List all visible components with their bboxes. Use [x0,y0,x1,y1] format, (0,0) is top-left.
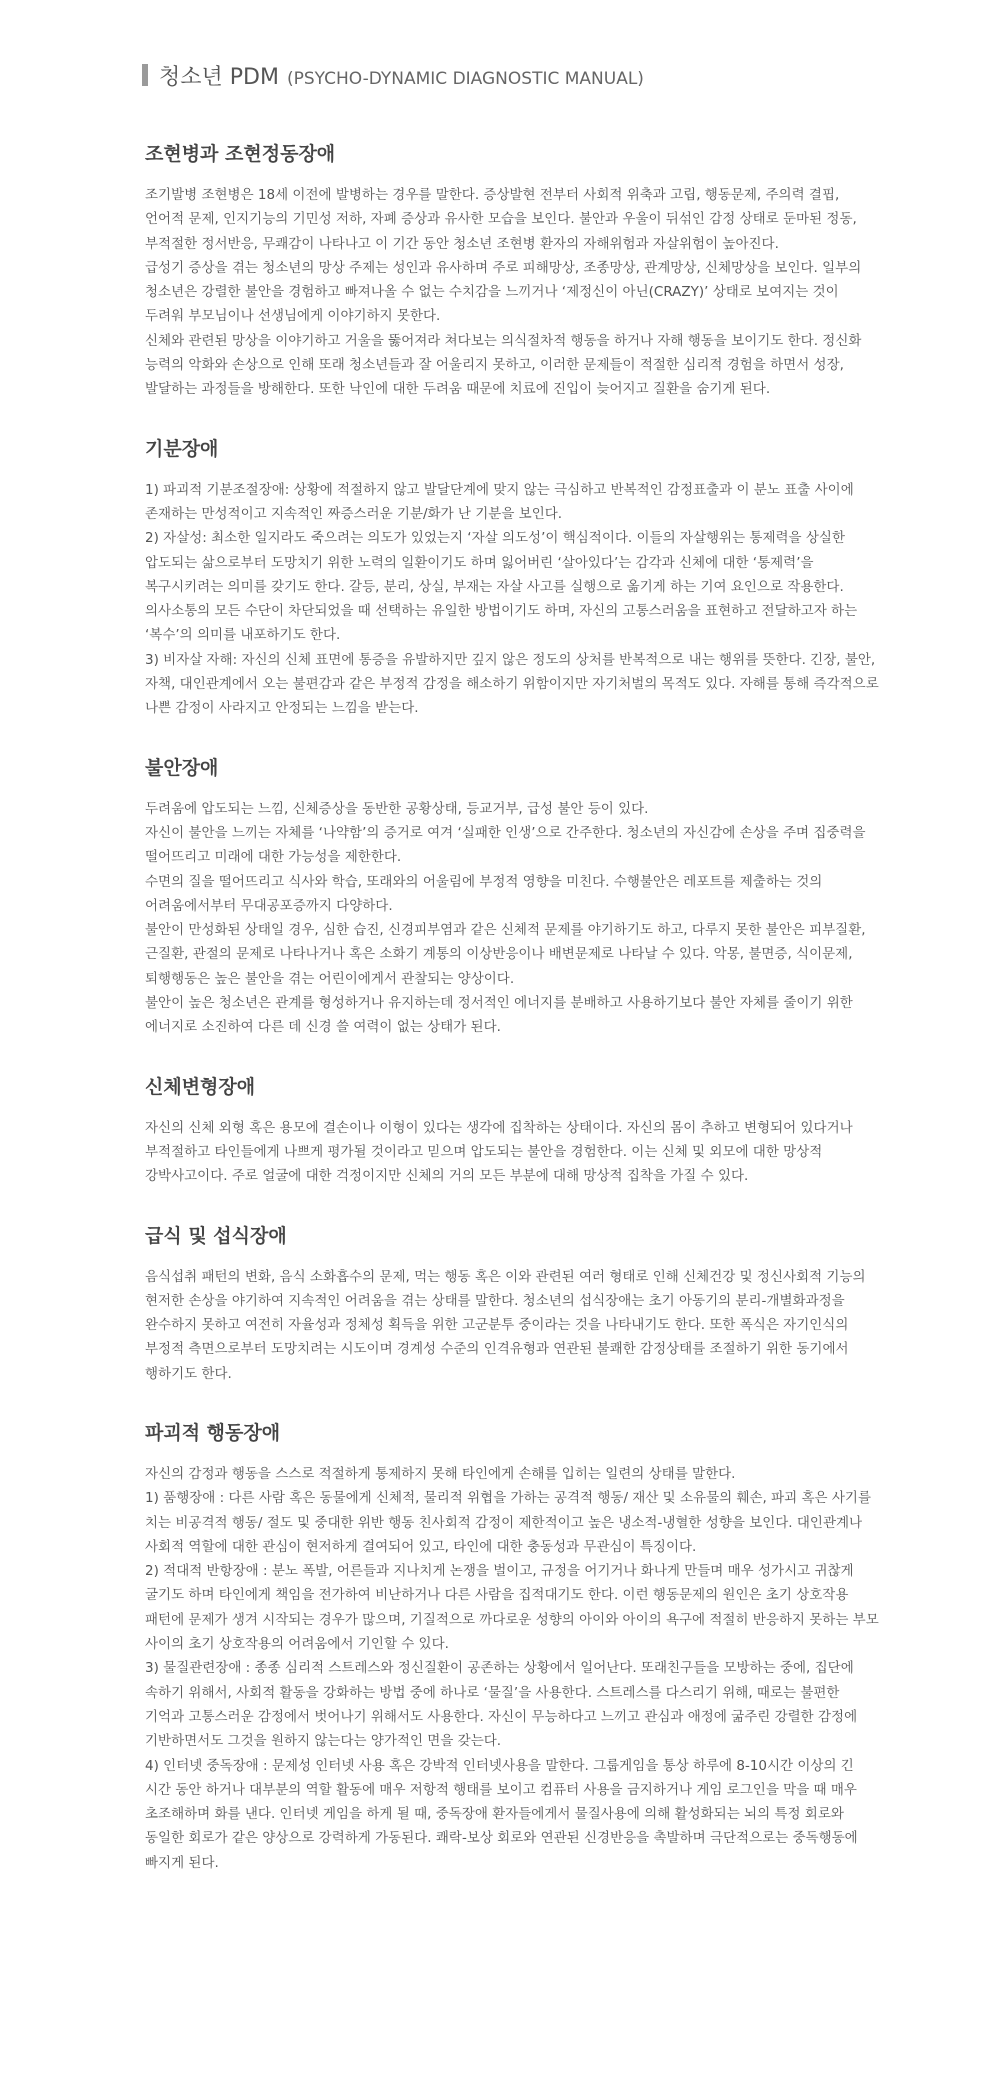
section-heading: 파괴적 행동장애 [145,1421,281,1444]
section-paragraph: 불안이 만성화된 상태일 경우, 심한 습진, 신경피부염과 같은 신체적 문제를 야기하기도 하고, 다루지 못한 불안은 피부질환, 근질환, 관절의 문제로 나타나거나 혹은 소화기 계통의 이상반응이나 배변문제로 나타날 수 있다. 악몽, 불면증, 식이문제, 퇴행행동은 높은 불안을 겪는 어린이에게서 관찰되는 양상이다. [145,922,866,987]
section-heading: 급식 및 섭식장애 [145,1224,287,1247]
section-paragraph: 급성기 증상을 겪는 청소년의 망상 주제는 성인과 유사하며 주로 피해망상, 조종망상, 관계망상, 신체망상을 보인다. 일부의 청소년은 강렬한 불안을 경험하고 빠져나올 수 없는 수치감을 느끼거나 ‘제정신이 아닌(CRAZY)’ 상태로 보여지는 것이 두려워 부모님이나 선생님에게 이야기하지 못한다. [145,259,862,325]
section-paragraph: 4) 인터넷 중독장애 : 문제성 인터넷 사용 혹은 강박적 인터넷사용을 말한다. 그룹게임을 통상 하루에 8-10시간 이상의 긴 시간 동안 하거나 대부분의 역할 활동에 매우 저항적 행태를 보이고 컴퓨터 사용을 금지하거나 게임 로그인을 막을 때 매우 초조해하며 화를 낸다. 인터넷 게임을 하게 될 때, 중독장애 환자들에게서 물질사용에 의해 활성화되는 뇌의 특정 회로와 동일한 회로가 같은 양상으로 강력하게 가동된다. 쾌락-보상 회로와 연관된 신경반응을 촉발하며 극단적으로는 중독행동에 빠지게 된다. [145,1757,858,1871]
section-heading: 신체변형장애 [145,1075,256,1098]
section-paragraph: 자신의 신체 외형 혹은 용모에 결손이나 이형이 있다는 생각에 집착하는 상태이다. 자신의 몸이 추하고 변형되어 있다거나 부적절하고 타인들에게 나쁘게 평가될 것이라고 믿으며 압도되는 불안을 경험한다. 이는 신체 및 외모에 대한 망상적 강박사고이다. 주로 얼굴에 대한 걱정이지만 신체의 거의 모든 부분에 대해 망상적 집착을 가질 수 있다. [145,1119,853,1185]
section-paragraph: 1) 파괴적 기분조절장애: 상황에 적절하지 않고 발달단계에 맞지 않는 극심하고 반복적인 감정표출과 이 분노 표출 사이에 존재하는 만성적이고 지속적인 짜증스러운 기분/화가 난 기분을 보인다. [145,481,854,522]
section-anxiety-disorder [145,755,880,1040]
title-accent-bar [142,64,148,86]
section-paragraph: 음식섭취 패턴의 변화, 음식 소화흡수의 문제, 먹는 행동 혹은 이와 관련된 여러 형태로 인해 신체건강 및 정신사회적 기능의 현저한 손상을 야기하여 지속적인 어려움을 겪는 상태를 말한다. 청소년의 섭식장애는 초기 아동기의 분리-개별화과정을 완수하지 못하고 여전히 자율성과 정체성 획득을 위한 고군분투 중이라는 것을 나타내기도 한다. 또한 폭식은 자기인식의 부정적 측면으로부터 도망치려는 시도이며 경계성 수준의 인격유형과 연관된 불쾌한 감정상태를 조절하기 위한 동기에서 행하기도 한다. [145,1268,866,1382]
section-mood-disorder [145,436,880,721]
section-heading: 불안장애 [145,756,219,779]
section-heading: 조현병과 조현정동장애 [145,143,336,165]
section-disruptive-behavior-disorder [145,1420,880,1875]
section-paragraph: 조기발병 조현병은 18세 이전에 발병하는 경우를 말한다. 증상발현 전부터 사회적 위축과 고립, 행동문제, 주의력 결핍, 언어적 문제, 인지기능의 기민성 저하, 자폐 증상과 유사한 모습을 보인다. 불안과 우울이 뒤섞인 감정 상태로 둔마된 정동, 부적절한 정서반응, 무쾌감이 나타나고 이 기간 동안 청소년 조현병 환자의 자해위험과 자살위험이 높아진다. [145,187,857,252]
section-paragraph: 3) 물질관련장애 : 종종 심리적 스트레스와 정신질환이 공존하는 상황에서 일어난다. 또래친구들을 모방하는 중에, 집단에 속하기 위해서, 사회적 활동을 강화하는 방법 중에 하나로 ‘물질’을 사용한다. 스트레스를 다스리기 위해, 때로는 불편한 기억과 고통스러운 감정에서 벗어나기 위해서도 사용한다. 자신이 무능하다고 느끼고 관심과 애정에 굶주린 강렬한 감정에 기반하면서도 그것을 원하지 않는다는 양가적인 면을 갖는다. [145,1660,858,1750]
section-paragraph: 2) 자살성: 최소한 일지라도 죽으려는 의도가 있었는지 ‘자살 의도성’이 핵심적이다. 이들의 자살행위는 통제력을 상실한 압도되는 삶으로부터 도망치기 위한 노력의 일환이기도 하며 잃어버린 ‘살아있다’는 감각과 신체에 대한 ‘통제력’을 복구시키려는 의미를 갖기도 한다. 갈등, 분리, 상실, 부재는 자살 사고를 실행으로 옮기게 하는 기여 요인으로 작용한다. [145,530,845,595]
section-body-dysmorphic-disorder [145,1074,880,1189]
section-eating-disorder [145,1223,880,1386]
page-title-subtitle: (PSYCHO-DYNAMIC DIAGNOSTIC MANUAL) [286,69,644,89]
section-paragraph: 1) 품행장애 : 다른 사람 혹은 동물에게 신체적, 물리적 위협을 가하는 공격적 행동/ 재산 및 소유물의 훼손, 파괴 혹은 사기를 치는 비공격적 행동/ 절도 및 중대한 위반 행동 친사회적 감정이 제한적이고 높은 냉소적-냉혈한 성향을 보인다. 대인관계나 사회적 역할에 대한 관심이 현저하게 결여되어 있고, 타인에 대한 충동성과 무관심이 특징이다. [145,1490,871,1555]
page-title [145,60,880,91]
section-paragraph: 의사소통의 모든 수단이 차단되었을 때 선택하는 유일한 방법이기도 하며, 자신의 고통스러움을 표현하고 전달하고자 하는 ‘복수’의 의미를 내포하기도 한다. [145,603,858,644]
section-paragraph: 2) 적대적 반항장애 : 분노 폭발, 어른들과 지나치게 논쟁을 벌이고, 규정을 어기거나 화나게 만들며 매우 성가시고 귀찮게 굴기도 하며 타인에게 책임을 전가하여 비난하거나 다른 사람을 집적대기도 한다. 이런 행동문제의 원인은 초기 상호작용 패턴에 문제가 생겨 시작되는 경우가 많으며, 기질적으로 까다로운 성향의 아이와 아이의 욕구에 적절히 반응하지 못하는 부모 사이의 초기 상호작용의 어려움에서 기인할 수 있다. [145,1563,879,1653]
section-paragraph: 신체와 관련된 망상을 이야기하고 거울을 뚫어져라 쳐다보는 의식절차적 행동을 하거나 자해 행동을 보이기도 한다. 정신화 능력의 악화와 손상으로 인해 또래 청소년들과 잘 어울리지 못하고, 이러한 문제들이 적절한 심리적 경험을 하면서 성장, 발달하는 과정들을 방해한다. 또한 낙인에 대한 두려움 때문에 치료에 진입이 늦어지고 질환을 숨기게 된다. [145,332,862,398]
section-schizophrenia [145,141,880,402]
section-heading: 기분장애 [145,437,219,460]
section-paragraph: 자신이 불안을 느끼는 자체를 ‘나약함’의 증거로 여겨 ‘실패한 인생’으로 간주한다. 청소년의 자신감에 손상을 주며 집중력을 떨어뜨리고 미래에 대한 가능성을 제한한다. [145,824,866,866]
section-paragraph: 자신의 감정과 행동을 스스로 적절하게 통제하지 못해 타인에게 손해를 입히는 일련의 상태를 말한다. [145,1465,736,1482]
section-paragraph: 수면의 질을 떨어뜨리고 식사와 학습, 또래와의 어울림에 부정적 영향을 미친다. 수행불안은 레포트를 제출하는 것의 어려움에서부터 무대공포증까지 다양하다. [145,873,823,914]
section-paragraph: 불안이 높은 청소년은 관계를 형성하거나 유지하는데 정서적인 에너지를 분배하고 사용하기보다 불안 자체를 줄이기 위한 에너지로 소진하여 다른 데 신경 쓸 여력이 없는 상태가 된다. [145,995,853,1036]
section-paragraph: 3) 비자살 자해: 자신의 신체 표면에 통증을 유발하지만 깊지 않은 정도의 상처를 반복적으로 내는 행위를 뜻한다. 긴장, 불안, 자책, 대인관계에서 오는 불편감과 같은 부정적 감정을 해소하기 위함이지만 자기처벌의 목적도 있다. 자해를 통해 즉각적으로 나쁜 감정이 사라지고 안정되는 느낌을 받는다. [145,651,879,717]
content-sections [145,141,880,1875]
page-title-main: 청소년 PDM [159,65,279,90]
section-paragraph: 두려움에 압도되는 느낌, 신체증상을 동반한 공황상태, 등교거부, 급성 불안 등이 있다. [145,800,649,817]
